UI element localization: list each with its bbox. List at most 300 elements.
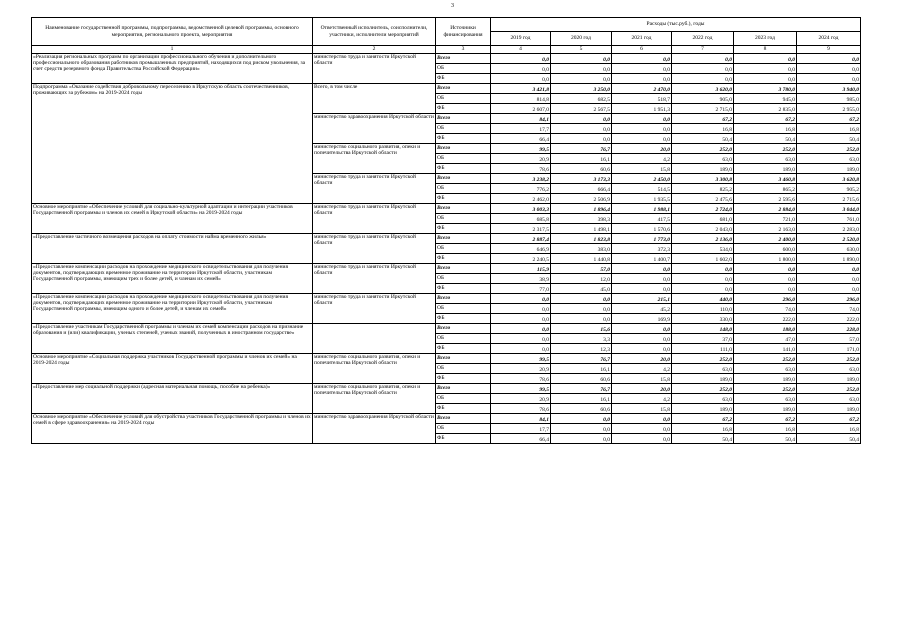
- row-value: 0,0: [551, 124, 612, 134]
- row-value: 16,8: [734, 424, 797, 434]
- row-value: 16,8: [797, 124, 861, 134]
- row-value: 0,0: [797, 74, 861, 84]
- row-value: 2 955,0: [797, 104, 861, 114]
- row-value: 0,0: [491, 334, 551, 344]
- row-value: 3 173,3: [551, 174, 612, 184]
- row-value: 57,0: [797, 334, 861, 344]
- row-value: 84,1: [491, 114, 551, 124]
- row-value: 600,0: [734, 244, 797, 254]
- row-value: 776,2: [491, 184, 551, 194]
- row-value: 3 620,8: [797, 174, 861, 184]
- row-value: 215,1: [612, 294, 672, 304]
- row-value: 228,0: [797, 324, 861, 334]
- row-value: 1 570,6: [612, 224, 672, 234]
- row-funding-source: ФБ: [436, 164, 491, 174]
- header-col-number: 7: [672, 46, 734, 54]
- row-value: 0,0: [734, 64, 797, 74]
- row-value: 20,0: [612, 144, 672, 154]
- row-value: 383,0: [551, 244, 612, 254]
- row-value: 0,0: [612, 344, 672, 354]
- table-row: [32, 234, 861, 244]
- row-funding-source: ОБ: [436, 64, 491, 74]
- row-funding-source: ОБ: [436, 304, 491, 314]
- row-value: 0,0: [612, 114, 672, 124]
- header-year: 2023 год: [734, 32, 797, 46]
- row-value: 189,0: [797, 404, 861, 414]
- row-value: 0,0: [551, 434, 612, 444]
- row-value: 1 988,1: [612, 204, 672, 214]
- row-funding-source: Всего: [436, 264, 491, 274]
- row-item-name: «Предоставление компенсации расходов на прохождение медицинского освидетельствования для получения документов, подтверждающих временное проживание на территории Иркутской области, участникам Государственной программы, имеющим трех и более детей, и членам их семей»: [32, 264, 313, 294]
- row-value: 15,6: [551, 324, 612, 334]
- row-value: 2 884,0: [734, 204, 797, 214]
- row-value: 16,8: [672, 124, 734, 134]
- row-value: 20,9: [491, 394, 551, 404]
- row-value: 74,0: [734, 304, 797, 314]
- row-executor: Всего, в том числе: [313, 84, 436, 114]
- row-executor: министерство здравоохранения Иркутской области: [313, 414, 436, 444]
- row-value: 0,0: [551, 134, 612, 144]
- row-value: 74,0: [797, 304, 861, 314]
- row-value: 0,0: [491, 294, 551, 304]
- row-value: 534,0: [672, 244, 734, 254]
- row-value: 0,0: [491, 54, 551, 64]
- row-funding-source: Всего: [436, 204, 491, 214]
- row-value: 0,0: [551, 294, 612, 304]
- row-executor: министерство труда и занятости Иркутской области: [313, 174, 436, 204]
- row-value: 16,8: [734, 124, 797, 134]
- row-value: 76,7: [551, 354, 612, 364]
- row-executor: министерство здравоохранения Иркутской области: [313, 114, 436, 144]
- header-col-number: 2: [313, 46, 436, 54]
- row-funding-source: Всего: [436, 384, 491, 394]
- row-value: 141,0: [734, 344, 797, 354]
- row-value: 0,0: [551, 74, 612, 84]
- row-value: 2 595,6: [734, 194, 797, 204]
- row-value: 67,2: [734, 114, 797, 124]
- row-funding-source: ОБ: [436, 394, 491, 404]
- row-value: 0,0: [551, 414, 612, 424]
- row-value: 0,0: [672, 264, 734, 274]
- row-value: 2 567,5: [551, 104, 612, 114]
- row-value: 372,3: [612, 244, 672, 254]
- row-value: 0,0: [551, 304, 612, 314]
- row-funding-source: ФБ: [436, 224, 491, 234]
- row-value: 15,8: [612, 404, 672, 414]
- row-value: 440,0: [672, 294, 734, 304]
- row-item-name: Основное мероприятие «Социальная поддержка участников Государственной программы и членов их семей» на 2019-2024 годы: [32, 354, 313, 384]
- row-value: 3,3: [551, 334, 612, 344]
- row-value: 398,3: [551, 214, 612, 224]
- row-value: 20,9: [491, 364, 551, 374]
- row-value: 0,0: [612, 414, 672, 424]
- row-value: 252,0: [672, 144, 734, 154]
- row-value: 945,0: [734, 94, 797, 104]
- row-value: 0,0: [797, 284, 861, 294]
- row-value: 78,6: [491, 164, 551, 174]
- row-value: 0,0: [612, 64, 672, 74]
- row-value: 63,0: [672, 154, 734, 164]
- row-value: 2 240,5: [491, 254, 551, 264]
- row-value: 330,0: [672, 314, 734, 324]
- header-expenses: Расходы (тыс.руб.), годы: [491, 18, 861, 32]
- row-value: 50,4: [734, 134, 797, 144]
- row-value: 2 715,0: [672, 104, 734, 114]
- page-number: 3: [451, 3, 454, 9]
- row-value: 252,0: [672, 354, 734, 364]
- row-value: 3 300,8: [672, 174, 734, 184]
- row-value: 189,0: [797, 164, 861, 174]
- row-value: 63,0: [734, 394, 797, 404]
- row-value: 252,0: [672, 384, 734, 394]
- row-value: 761,0: [797, 214, 861, 224]
- row-executor: министерство социального развития, опеки и попечительства Иркутской области: [313, 144, 436, 174]
- row-value: 16,8: [797, 424, 861, 434]
- row-value: 0,0: [734, 54, 797, 64]
- row-value: 514,5: [612, 184, 672, 194]
- row-funding-source: ФБ: [436, 284, 491, 294]
- row-value: 252,0: [797, 384, 861, 394]
- row-value: 1 951,3: [612, 104, 672, 114]
- row-value: 252,0: [797, 144, 861, 154]
- row-value: 16,1: [551, 154, 612, 164]
- header-executor: Ответственный исполнитель, соисполнители, участники, исполнители мероприятий: [313, 18, 436, 46]
- row-value: 4,2: [612, 154, 672, 164]
- row-funding-source: ОБ: [436, 364, 491, 374]
- row-value: 66,4: [491, 434, 551, 444]
- header-name: Наименование государственной программы, подпрограммы, ведомственной целевой программы, основного мероприятия, регионального проекта, мероприятия: [32, 18, 313, 46]
- row-value: 60,6: [551, 164, 612, 174]
- row-value: 2 317,5: [491, 224, 551, 234]
- row-value: 20,0: [612, 354, 672, 364]
- row-value: 0,0: [612, 54, 672, 64]
- row-value: 60,6: [551, 404, 612, 414]
- row-value: 2 724,0: [672, 204, 734, 214]
- row-value: 417,5: [612, 214, 672, 224]
- row-value: 17,7: [491, 124, 551, 134]
- row-value: 3 044,0: [797, 204, 861, 214]
- row-value: 1 823,8: [551, 234, 612, 244]
- row-value: 16,1: [551, 394, 612, 404]
- table-row: [32, 204, 861, 214]
- row-value: 685,8: [491, 214, 551, 224]
- header-col-number: 5: [551, 46, 612, 54]
- row-value: 681,0: [672, 214, 734, 224]
- row-value: 630,0: [797, 244, 861, 254]
- row-value: 1 440,8: [551, 254, 612, 264]
- row-value: 0,0: [612, 284, 672, 294]
- row-value: 3 620,0: [672, 84, 734, 94]
- row-funding-source: ФБ: [436, 374, 491, 384]
- row-executor: министерство труда и занятости Иркутской области: [313, 264, 436, 294]
- row-funding-source: ФБ: [436, 134, 491, 144]
- row-value: 188,0: [734, 324, 797, 334]
- row-executor: министерство труда и занятости Иркутской области: [313, 204, 436, 234]
- row-value: 99,5: [491, 384, 551, 394]
- row-item-name: «Реализация региональных программ по организации профессионального обучения и дополнительного профессионального образования работников промышленных предприятий, находящихся под риском увольнения, за счет средств резервного фонда Правительства Российской Федерации»: [32, 54, 313, 84]
- row-value: 2 520,0: [797, 234, 861, 244]
- row-funding-source: ОБ: [436, 244, 491, 254]
- row-value: 0,0: [672, 274, 734, 284]
- row-value: 20,0: [612, 384, 672, 394]
- row-value: 0,0: [612, 334, 672, 344]
- row-funding-source: ФБ: [436, 74, 491, 84]
- row-value: 0,0: [491, 314, 551, 324]
- table-row: [32, 414, 861, 424]
- row-value: 115,9: [491, 264, 551, 274]
- row-value: 0,0: [734, 274, 797, 284]
- row-value: 63,0: [734, 154, 797, 164]
- row-value: 0,0: [491, 324, 551, 334]
- row-value: 4,2: [612, 364, 672, 374]
- row-value: 2 400,0: [734, 234, 797, 244]
- row-value: 37,0: [672, 334, 734, 344]
- row-value: 0,0: [551, 114, 612, 124]
- table-row: [32, 54, 861, 64]
- row-value: 63,0: [734, 364, 797, 374]
- header-year: 2021 год: [612, 32, 672, 46]
- row-item-name: Основное мероприятие «Обеспечение условий для обустройства участников Государственной программы и членов их семей в сфере здравоохранения» на 2019-2024 годы: [32, 414, 313, 444]
- row-value: 84,1: [491, 414, 551, 424]
- row-value: 99,5: [491, 144, 551, 154]
- row-value: 50,4: [672, 434, 734, 444]
- row-value: 721,0: [734, 214, 797, 224]
- row-value: 222,0: [734, 314, 797, 324]
- row-value: 825,2: [672, 184, 734, 194]
- row-value: 905,2: [797, 184, 861, 194]
- row-value: 189,0: [672, 374, 734, 384]
- row-value: 12,3: [551, 344, 612, 354]
- row-funding-source: Всего: [436, 54, 491, 64]
- row-value: 189,0: [734, 164, 797, 174]
- row-value: 4,2: [612, 394, 672, 404]
- row-value: 50,4: [797, 434, 861, 444]
- row-value: 0,0: [734, 284, 797, 294]
- header-year: 2024 год: [797, 32, 861, 46]
- row-value: 682,5: [551, 94, 612, 104]
- row-funding-source: ОБ: [436, 214, 491, 224]
- row-value: 2 043,0: [672, 224, 734, 234]
- row-value: 50,4: [672, 134, 734, 144]
- row-value: 0,0: [612, 124, 672, 134]
- table-row: [32, 294, 861, 304]
- row-value: 0,0: [672, 54, 734, 64]
- row-value: 1 935,5: [612, 194, 672, 204]
- row-value: 0,0: [734, 74, 797, 84]
- row-value: 189,0: [672, 404, 734, 414]
- row-value: 814,8: [491, 94, 551, 104]
- row-item-name: «Предоставление участникам Государственной программы и членам их семей компенсации расходов на признание образования и (или) квалификации, ученых степеней, ученых званий, полученных в иностранном государстве»: [32, 324, 313, 354]
- row-value: 189,0: [734, 374, 797, 384]
- row-funding-source: Всего: [436, 294, 491, 304]
- header-year: 2019 год: [491, 32, 551, 46]
- header-col-number: 9: [797, 46, 861, 54]
- row-value: 63,0: [672, 394, 734, 404]
- row-value: 3 238,2: [491, 174, 551, 184]
- row-value: 78,6: [491, 374, 551, 384]
- row-value: 1 498,1: [551, 224, 612, 234]
- row-value: 0,0: [797, 264, 861, 274]
- row-value: 0,0: [797, 274, 861, 284]
- row-funding-source: ФБ: [436, 194, 491, 204]
- row-value: 646,9: [491, 244, 551, 254]
- row-value: 985,0: [797, 94, 861, 104]
- row-value: 1 890,0: [797, 254, 861, 264]
- row-value: 66,4: [491, 134, 551, 144]
- row-value: 865,2: [734, 184, 797, 194]
- row-value: 252,0: [734, 144, 797, 154]
- table-row: [32, 354, 861, 364]
- table-row: [32, 264, 861, 274]
- row-funding-source: ФБ: [436, 254, 491, 264]
- row-value: 0,0: [551, 424, 612, 434]
- row-value: 78,6: [491, 404, 551, 414]
- row-value: 0,0: [612, 324, 672, 334]
- row-value: 111,0: [672, 344, 734, 354]
- row-executor: министерство труда и занятости Иркутской области: [313, 54, 436, 84]
- row-value: 38,9: [491, 274, 551, 284]
- row-value: 63,0: [797, 364, 861, 374]
- row-executor: [313, 324, 436, 354]
- row-value: 0,0: [612, 274, 672, 284]
- row-value: 0,0: [734, 264, 797, 274]
- row-value: 1 602,0: [672, 254, 734, 264]
- row-value: 3 780,0: [734, 84, 797, 94]
- row-value: 12,0: [551, 274, 612, 284]
- row-executor: министерство социального развития, опеки и попечительства Иркутской области: [313, 354, 436, 384]
- row-value: 2 283,0: [797, 224, 861, 234]
- row-value: 57,0: [551, 264, 612, 274]
- row-value: 252,0: [734, 384, 797, 394]
- header-col-number: 3: [436, 46, 491, 54]
- row-value: 1 896,4: [551, 204, 612, 214]
- header-col-number: 8: [734, 46, 797, 54]
- header-year: 2020 год: [551, 32, 612, 46]
- row-item-name: «Предоставление частичного возмещения расходов на оплату стоимости найма временного жилья»: [32, 234, 313, 264]
- row-value: 0,0: [551, 64, 612, 74]
- row-value: 76,7: [551, 144, 612, 154]
- header-year: 2022 год: [672, 32, 734, 46]
- row-value: 67,2: [797, 114, 861, 124]
- row-value: 63,0: [797, 394, 861, 404]
- row-value: 3 940,0: [797, 84, 861, 94]
- row-funding-source: ОБ: [436, 274, 491, 284]
- table-row: [32, 324, 861, 334]
- row-value: 2 506,9: [551, 194, 612, 204]
- header-col-number: 1: [32, 46, 313, 54]
- row-value: 1 773,0: [612, 234, 672, 244]
- table-row: [32, 84, 861, 94]
- row-funding-source: ОБ: [436, 424, 491, 434]
- header-col-number: 6: [612, 46, 672, 54]
- row-value: 67,2: [734, 414, 797, 424]
- row-value: 63,0: [797, 154, 861, 164]
- row-funding-source: ОБ: [436, 154, 491, 164]
- row-value: 2 475,6: [672, 194, 734, 204]
- row-value: 3 003,3: [491, 204, 551, 214]
- row-value: 45,2: [612, 304, 672, 314]
- row-value: 0,0: [491, 304, 551, 314]
- row-value: 0,0: [551, 314, 612, 324]
- row-executor: министерство труда и занятости Иркутской области: [313, 234, 436, 264]
- row-value: 50,4: [797, 134, 861, 144]
- row-value: 3 421,8: [491, 84, 551, 94]
- row-value: 296,0: [797, 294, 861, 304]
- row-value: 2 470,0: [612, 84, 672, 94]
- row-value: 171,0: [797, 344, 861, 354]
- row-value: 189,0: [734, 404, 797, 414]
- row-value: 77,0: [491, 284, 551, 294]
- row-value: 0,0: [672, 64, 734, 74]
- row-funding-source: Всего: [436, 324, 491, 334]
- row-value: 0,0: [491, 344, 551, 354]
- row-value: 252,0: [797, 354, 861, 364]
- row-value: 189,0: [797, 374, 861, 384]
- budget-table: [31, 17, 861, 444]
- row-value: 67,2: [672, 414, 734, 424]
- row-funding-source: Всего: [436, 84, 491, 94]
- row-value: 1 800,0: [734, 254, 797, 264]
- row-funding-source: ОБ: [436, 94, 491, 104]
- row-funding-source: ФБ: [436, 434, 491, 444]
- row-value: 148,0: [672, 324, 734, 334]
- row-value: 0,0: [797, 54, 861, 64]
- row-value: 16,8: [672, 424, 734, 434]
- row-value: 296,0: [734, 294, 797, 304]
- row-value: 222,0: [797, 314, 861, 324]
- row-value: 0,0: [612, 134, 672, 144]
- row-value: 20,9: [491, 154, 551, 164]
- row-value: 67,2: [797, 414, 861, 424]
- row-value: 50,4: [734, 434, 797, 444]
- row-item-name: «Предоставление мер социальной поддержки (адресная материальная помощь, пособие на ребенка)»: [32, 384, 313, 414]
- row-value: 905,0: [672, 94, 734, 104]
- row-value: 252,0: [734, 354, 797, 364]
- row-executor: министерство социального развития, опеки и попечительства Иркутской области: [313, 384, 436, 414]
- row-funding-source: Всего: [436, 144, 491, 154]
- row-value: 0,0: [797, 64, 861, 74]
- row-value: 15,8: [612, 374, 672, 384]
- row-funding-source: ФБ: [436, 344, 491, 354]
- row-value: 2 136,0: [672, 234, 734, 244]
- row-value: 47,0: [734, 334, 797, 344]
- row-funding-source: ФБ: [436, 104, 491, 114]
- row-funding-source: ФБ: [436, 314, 491, 324]
- row-value: 0,0: [672, 284, 734, 294]
- row-funding-source: ФБ: [436, 404, 491, 414]
- row-value: 666,4: [551, 184, 612, 194]
- row-value: 76,7: [551, 384, 612, 394]
- row-value: 99,5: [491, 354, 551, 364]
- row-funding-source: Всего: [436, 114, 491, 124]
- row-value: 2 450,0: [612, 174, 672, 184]
- row-value: 110,0: [672, 304, 734, 314]
- header-col-number: 4: [491, 46, 551, 54]
- row-funding-source: Всего: [436, 174, 491, 184]
- row-item-name: Подпрограмма «Оказание содействия добровольному переселению в Иркутскую область соотечественников, проживающих за рубежом» на 2019-2024 годы: [32, 84, 313, 204]
- row-value: 2 607,0: [491, 104, 551, 114]
- row-value: 0,0: [612, 424, 672, 434]
- row-value: 63,0: [672, 364, 734, 374]
- row-value: 17,7: [491, 424, 551, 434]
- row-value: 189,0: [672, 164, 734, 174]
- row-value: 0,0: [672, 74, 734, 84]
- row-value: 15,8: [612, 164, 672, 174]
- row-executor: министерство труда и занятости Иркутской области: [313, 294, 436, 324]
- table-row: [32, 384, 861, 394]
- row-value: 67,2: [672, 114, 734, 124]
- row-funding-source: Всего: [436, 414, 491, 424]
